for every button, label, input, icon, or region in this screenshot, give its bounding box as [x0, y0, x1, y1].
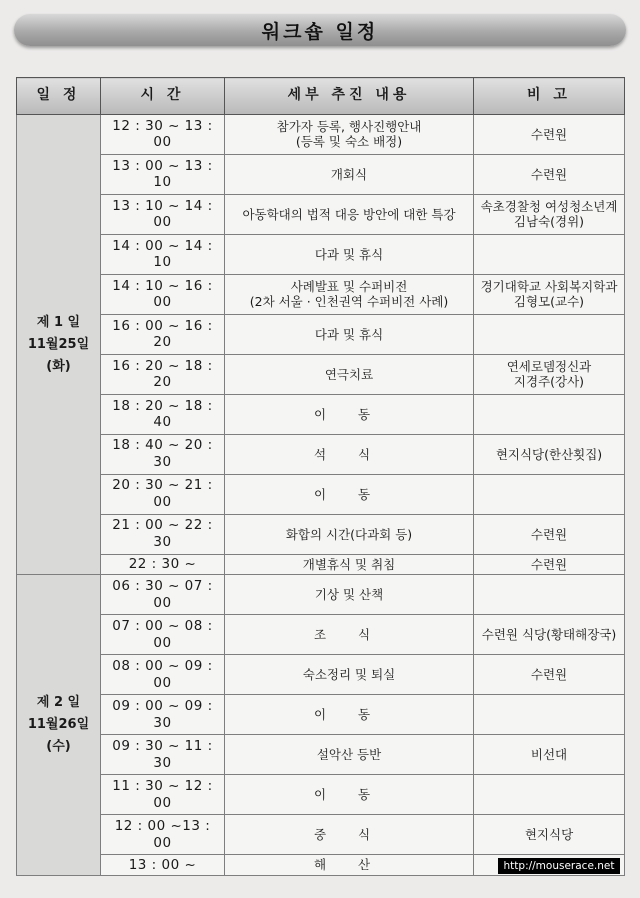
time-cell: 07 : 00 ~ 08 : 00: [101, 615, 225, 655]
detail-cell: [225, 394, 474, 434]
note-line: 경기대학교 사회복지학과: [480, 278, 618, 294]
detail-line: 이 동: [313, 486, 385, 502]
header-row: [17, 78, 625, 115]
detail-line: 설악산 등반: [316, 747, 382, 762]
note-cell: [474, 394, 625, 434]
table-row: [17, 394, 625, 434]
table-row: [17, 775, 625, 815]
detail-line: 개별휴식 및 취침: [302, 556, 396, 572]
schedule-body: [17, 115, 625, 876]
detail-line: 화합의 시간(다과회 등): [285, 526, 413, 542]
note-cell: [474, 695, 625, 735]
table-row: [17, 194, 625, 234]
time-cell: 22 : 30 ~: [101, 554, 225, 575]
time-cell: 12 : 30 ~ 13 : 00: [101, 115, 225, 155]
detail-line: 기상 및 산책: [314, 587, 384, 603]
detail-cell: [225, 815, 474, 855]
note-cell: [474, 474, 625, 514]
detail-cell: [225, 234, 474, 274]
note-line: 현지식당(한산횟집): [495, 446, 603, 462]
note-line: 현지식당: [524, 826, 574, 842]
day-label-line: (수): [46, 739, 71, 755]
day-label: [17, 575, 101, 876]
note-line: 수련원: [530, 166, 568, 182]
note-line: 연세로뎀정신과: [506, 358, 592, 374]
note-cell: [474, 575, 625, 615]
note-cell: [474, 554, 625, 575]
time-cell: 06 : 30 ~ 07 : 00: [101, 575, 225, 615]
detail-line: 해 산: [313, 857, 385, 873]
note-cell: [474, 194, 625, 234]
day-label-line: (화): [46, 358, 71, 374]
time-cell: 13 : 00 ~ 13 : 10: [101, 154, 225, 194]
detail-cell: [225, 695, 474, 735]
detail-line: (등록 및 숙소 배정): [295, 134, 403, 150]
detail-cell: [225, 855, 474, 876]
detail-cell: [225, 474, 474, 514]
detail-line: 다과 및 휴식: [314, 326, 384, 342]
note-cell: [474, 274, 625, 314]
day-label: [17, 115, 101, 575]
table-row: [17, 474, 625, 514]
detail-cell: [225, 514, 474, 554]
detail-line: 연극치료: [324, 366, 374, 382]
detail-cell: [225, 615, 474, 655]
detail-line: 이 동: [313, 786, 385, 802]
detail-cell: [225, 735, 474, 775]
time-cell: 21 : 00 ~ 22 : 30: [101, 514, 225, 554]
note-line: 지경주(강사): [513, 374, 585, 390]
time-cell: 18 : 20 ~ 18 : 40: [101, 394, 225, 434]
table-row: [17, 815, 625, 855]
header-day: 일 정: [17, 78, 101, 115]
detail-line: 아동학대의 법적 대응 방안에 대한 특강: [242, 206, 456, 222]
watermark: http://mouserace.net: [498, 858, 620, 874]
detail-cell: [225, 354, 474, 394]
note-cell: [474, 354, 625, 394]
note-line: 수련원: [530, 526, 568, 542]
detail-line: 조 식: [313, 627, 385, 643]
header-detail: 세부 추진 내용: [225, 78, 474, 115]
note-cell: [474, 154, 625, 194]
header-time: 시 간: [101, 78, 225, 115]
table-row: [17, 434, 625, 474]
detail-cell: [225, 655, 474, 695]
detail-cell: [225, 194, 474, 234]
note-cell: [474, 815, 625, 855]
table-row: [17, 154, 625, 194]
time-cell: 09 : 30 ~ 11 : 30: [101, 735, 225, 775]
detail-cell: [225, 434, 474, 474]
detail-cell: [225, 775, 474, 815]
time-cell: 11 : 30 ~ 12 : 00: [101, 775, 225, 815]
note-line: 수련원: [530, 667, 568, 683]
detail-line: 석 식: [313, 446, 385, 462]
table-row: [17, 554, 625, 575]
detail-cell: [225, 274, 474, 314]
note-line: 수련원: [530, 556, 568, 572]
time-cell: 14 : 10 ~ 16 : 00: [101, 274, 225, 314]
table-row: [17, 314, 625, 354]
time-cell: 16 : 20 ~ 18 : 20: [101, 354, 225, 394]
time-cell: 08 : 00 ~ 09 : 00: [101, 655, 225, 695]
time-cell: 13 : 10 ~ 14 : 00: [101, 194, 225, 234]
note-cell: [474, 115, 625, 155]
table-row: [17, 735, 625, 775]
detail-cell: [225, 154, 474, 194]
table-row: [17, 274, 625, 314]
time-cell: 09 : 00 ~ 09 : 30: [101, 695, 225, 735]
detail-cell: [225, 115, 474, 155]
time-cell: 18 : 40 ~ 20 : 30: [101, 434, 225, 474]
table-row: [17, 354, 625, 394]
note-line: 속초경찰청 여성청소년계: [480, 198, 618, 214]
table-row: [17, 115, 625, 155]
detail-line: 다과 및 휴식: [314, 246, 384, 262]
time-cell: 16 : 00 ~ 16 : 20: [101, 314, 225, 354]
detail-cell: [225, 314, 474, 354]
detail-line: 이 동: [313, 406, 385, 422]
header-note: 비 고: [474, 78, 625, 115]
note-line: 수련원 식당(황태해장국): [481, 627, 617, 643]
detail-line: 숙소정리 및 퇴실: [302, 667, 396, 683]
note-cell: [474, 314, 625, 354]
note-line: 비선대: [530, 747, 568, 762]
table-row: [17, 695, 625, 735]
title-banner: [14, 14, 626, 46]
note-cell: [474, 735, 625, 775]
time-cell: 13 : 00 ~: [101, 855, 225, 876]
detail-line: 이 동: [313, 707, 385, 723]
note-line: 수련원: [530, 126, 568, 142]
note-cell: [474, 615, 625, 655]
note-cell: [474, 514, 625, 554]
day-label-line: 제 2 일: [36, 695, 81, 711]
page-title: 워크숍 일정: [261, 20, 379, 43]
day-label-line: 제 1 일: [36, 314, 81, 330]
time-cell: 12 : 00 ~13 : 00: [101, 815, 225, 855]
table-row: [17, 514, 625, 554]
detail-line: 중 식: [313, 826, 385, 842]
note-cell: [474, 655, 625, 695]
note-cell: [474, 234, 625, 274]
detail-cell: [225, 575, 474, 615]
detail-cell: [225, 554, 474, 575]
detail-line: 사례발표 및 수퍼비전: [290, 278, 408, 294]
table-row: [17, 234, 625, 274]
schedule-table: [16, 77, 625, 876]
table-row: [17, 655, 625, 695]
detail-line: (2차 서울 · 인천권역 수퍼비전 사례): [249, 294, 449, 310]
detail-line: 참가자 등록, 행사진행안내: [276, 118, 422, 134]
note-cell: [474, 775, 625, 815]
table-row: [17, 575, 625, 615]
day-label-line: 11월25일: [27, 336, 90, 352]
table-row: [17, 615, 625, 655]
time-cell: 14 : 00 ~ 14 : 10: [101, 234, 225, 274]
time-cell: 20 : 30 ~ 21 : 00: [101, 474, 225, 514]
note-cell: [474, 434, 625, 474]
day-label-line: 11월26일: [27, 717, 90, 733]
detail-line: 개회식: [330, 166, 368, 182]
note-line: 김형모(교수): [513, 294, 585, 310]
note-line: 김남숙(경위): [513, 214, 585, 230]
